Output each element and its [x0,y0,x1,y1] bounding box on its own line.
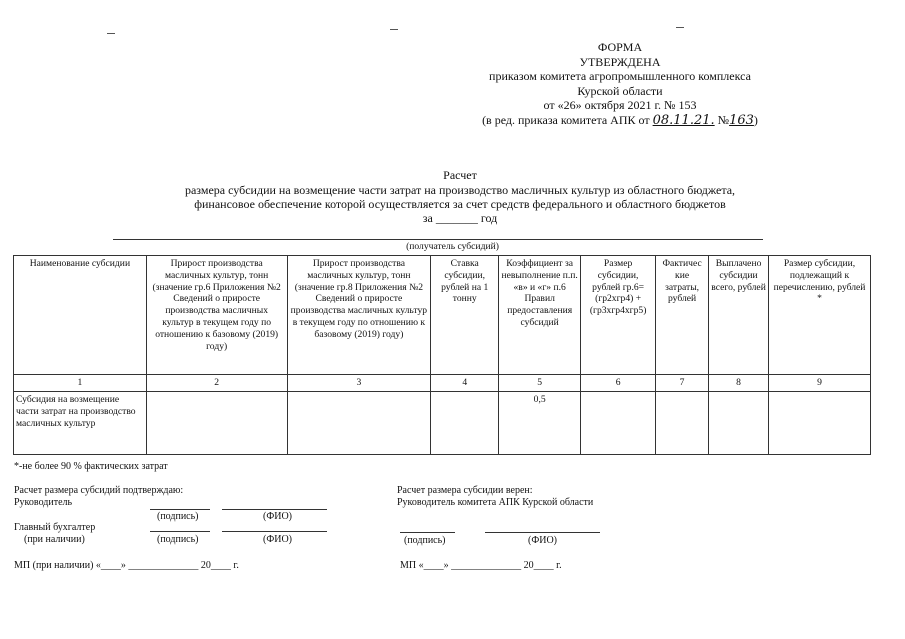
name-line [485,532,600,533]
doc-title-line2: размера субсидии на возмещение части затрат на производство масличных культур из областного бюджета, [184,183,736,197]
header-cell: Размер субсидии, рублей гр.6=(гр2хгр4) + (гр3хгр4хгр5) [581,256,656,375]
header-cell: Выплачено субсидии всего, рублей [709,256,769,375]
subsidy-table [13,255,871,455]
approval-order-line: приказом комитета агропромышленного комплекса [489,69,751,83]
recipient-underline [113,239,763,240]
footnote: *-не более 90 % фактических затрат [14,461,168,472]
table-row [14,392,871,455]
table-cell [431,392,499,455]
header-cell: Наименование субсидии [14,256,147,375]
handwritten-number: 163 [729,112,754,128]
name-caption: (ФИО) [263,534,293,545]
approval-block [470,40,770,128]
header-cell: Прирост производства масличных культур, тонн (значение гр.6 Приложения №2 Сведений о приросте производства масличных культур в текущем году по отношению к базовому (2019) году) [146,256,287,375]
table-cell [656,392,709,455]
signature-caption: (подпись) [404,535,446,546]
verified-label: Расчет размера субсидии верен: [397,485,533,496]
confirm-label: Расчет размера субсидий подтверждаю: [14,485,184,496]
handwritten-date: 08.11.21. [652,112,715,128]
name-caption: (ФИО) [263,511,293,522]
accountant-label: Главный бухгалтер [14,522,96,533]
approval-revision-line: (в ред. приказа комитета АПК от 08.11.21. №163) [482,112,758,128]
approval-date-line: от «26» октября 2021 г. № 153 [543,98,697,112]
table-header-row [14,256,871,375]
header-cell: Ставка субсидии, рублей на 1 тонну [431,256,499,375]
signature-line [150,531,210,532]
signature-caption: (подпись) [157,534,199,545]
doc-title-line3: финансовое обеспечение которой осуществляется за счет средств федерального и областного бюджетов [194,197,726,211]
header-cell: Размер субсидии, подлежащий к перечислению, рублей * [769,256,871,375]
signature-caption: (подпись) [157,511,199,522]
stamp-line: МП (при наличии) «____» ______________ 20____ г. [14,560,239,571]
approval-approved-label: УТВЕРЖДЕНА [579,54,661,69]
approval-form-label: ФОРМА [597,40,643,54]
stamp-line: МП «____» ______________ 20____ г. [400,560,562,571]
column-number-row [14,375,871,392]
name-line [222,531,327,532]
subsidy-name-cell: Субсидия на возмещение части затрат на производство масличных культур [14,392,147,455]
coefficient-cell: 0,5 [499,392,581,455]
table-cell [287,392,431,455]
table-cell [709,392,769,455]
signature-line [400,532,455,533]
column-number: 9 [769,375,871,392]
column-number: 3 [287,375,431,392]
committee-head-label: Руководитель комитета АПК Курской области [397,497,594,508]
column-number: 4 [431,375,499,392]
scan-mark [390,29,398,30]
signature-line [150,509,210,510]
header-cell: Коэффициент за невыполнение п.п. «в» и «г» п.6 Правил предоставления субсидий [499,256,581,375]
table-cell [146,392,287,455]
header-cell: Фактичес кие затраты, рублей [656,256,709,375]
table-cell [769,392,871,455]
column-number: 2 [146,375,287,392]
name-line [222,509,327,510]
scan-mark [676,27,684,28]
column-number: 1 [14,375,147,392]
head-label: Руководитель [14,497,73,508]
approval-region-line: Курской области [577,83,663,98]
table-cell [581,392,656,455]
scan-mark [107,33,115,34]
doc-title: Расчет [443,168,477,182]
column-number: 7 [656,375,709,392]
doc-year-line: за _______ год [422,211,498,225]
recipient-caption: (получатель субсидий) [406,241,499,252]
header-cell: Прирост производства масличных культур, тонн (значение гр.8 Приложения №2 Сведений о приросте производства масличных культур в текущем году по отношению к базовому (2019) году) [287,256,431,375]
name-caption: (ФИО) [528,535,558,546]
column-number: 8 [709,375,769,392]
column-number: 5 [499,375,581,392]
if-any-label: (при наличии) [24,534,85,545]
column-number: 6 [581,375,656,392]
